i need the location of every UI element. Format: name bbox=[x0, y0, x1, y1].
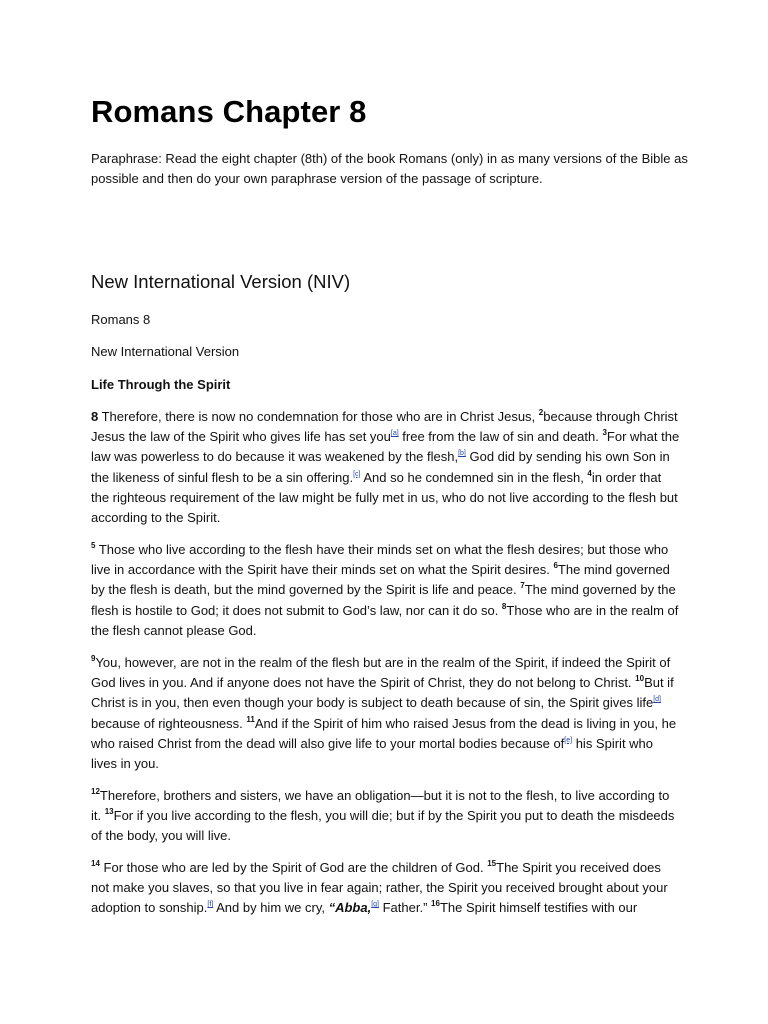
verse-text: The mind governed by the flesh is hostile to God; it does not submit to God’s law, nor can it do so. bbox=[91, 582, 676, 618]
footnote-link[interactable]: [b] bbox=[458, 450, 466, 458]
verse-text: God did by sending his own Son in the likeness of sinful flesh to be a sin offering. bbox=[91, 449, 670, 485]
verse-number: 8 bbox=[501, 601, 507, 611]
verse-text: For if you live according to the flesh, you will die; but if by the Spirit you put to death the misdeeds of the body, you will live. bbox=[91, 808, 675, 844]
verse-text: his Spirit who lives in you. bbox=[91, 735, 654, 772]
page-title: Romans Chapter 8 bbox=[91, 94, 367, 129]
verse-text: The mind governed by the flesh is death, but the mind governed by the Spirit is life and peace. bbox=[91, 562, 670, 598]
verse-text: The Spirit himself testifies with our bbox=[439, 900, 638, 916]
abba-word: “Abba, bbox=[328, 900, 372, 916]
verse-text: Therefore, brothers and sisters, we have an obligation—but it is not to the flesh, to live according to it. bbox=[91, 788, 670, 824]
intro-paragraph: Paraphrase: Read the eight chapter (8th) of the book Romans (only) in as many versions of the Bible as possible and then do your own paraphrase version of the passage of scripture. bbox=[91, 151, 688, 186]
verse-text: And so he condemned sin in the flesh, bbox=[360, 469, 588, 485]
paragraph-verses-14-16 bbox=[91, 858, 681, 919]
verse-number: 10 bbox=[635, 674, 645, 684]
verse-number: 5 bbox=[91, 541, 96, 550]
footnote-link[interactable]: [c] bbox=[353, 470, 361, 478]
chapter-number: 8 bbox=[91, 409, 99, 424]
verse-text: The Spirit you received does not make you slaves, so that you live in fear again; rather, the Spirit you received brought about your adoption to sonship. bbox=[91, 860, 668, 916]
verse-number: 15 bbox=[487, 859, 497, 868]
verse-text: But if Christ is in you, then even though your body is subject to death because of sin, the Spirit gives life bbox=[91, 675, 674, 711]
section-heading: Life Through the Spirit bbox=[91, 377, 231, 392]
verse-number: 16 bbox=[431, 899, 440, 909]
verse-text: in order that the righteous requirement of the law might be fully met in us, who do not live according to the flesh but according to the Spirit. bbox=[91, 469, 678, 526]
verse-text: because of righteousness. bbox=[91, 715, 247, 731]
version-name: New International Version bbox=[91, 344, 240, 359]
verse-number: 4 bbox=[587, 468, 592, 478]
footnote-link[interactable]: [d] bbox=[653, 696, 662, 704]
verse-number: 6 bbox=[553, 561, 558, 571]
verse-text: free from the law of sin and death. bbox=[398, 429, 603, 445]
section-title: New International Version (NIV) bbox=[91, 271, 351, 292]
verse-text: Those who live according to the flesh have their minds set on what the flesh desires; but those who live in accordance with the Spirit have their minds set on what the Spirit desires. bbox=[91, 542, 669, 578]
verse-number: 9 bbox=[91, 654, 96, 663]
paragraph-verses-1-4 bbox=[91, 407, 681, 528]
verse-text: You, however, are not in the realm of the flesh but are in the realm of the Spirit, if indeed the Spirit of God lives in you. And if anyone does not have the Spirit of Christ, they do not belong to Christ. bbox=[91, 655, 671, 691]
verse-text: For those who are led by the Spirit of God are the children of God. bbox=[99, 860, 488, 875]
footnote-link[interactable]: [a] bbox=[390, 430, 399, 438]
verse-text: And if the Spirit of him who raised Jesus from the dead is living in you, he who raised Christ from the dead will also give life to your mortal bodies because of bbox=[91, 715, 677, 751]
verse-number: 11 bbox=[246, 714, 255, 724]
verse-text: Those who are in the realm of the flesh cannot please God. bbox=[91, 602, 679, 638]
verse-number: 12 bbox=[91, 787, 100, 796]
verse-number: 2 bbox=[538, 408, 544, 417]
verse-text: For what the law was powerless to do because it was weakened by the flesh, bbox=[91, 429, 680, 465]
verse-text: Father.” bbox=[379, 900, 432, 916]
verse-text: And by him we cry, bbox=[213, 900, 329, 916]
verse-number: 14 bbox=[91, 859, 100, 868]
footnote-link[interactable]: [f] bbox=[207, 901, 214, 909]
verse-text: Therefore, there is now no condemnation for those who are in Christ Jesus, bbox=[98, 409, 539, 424]
verse-number: 13 bbox=[104, 807, 114, 817]
passage-reference: Romans 8 bbox=[91, 312, 151, 327]
verse-number: 3 bbox=[602, 428, 607, 438]
footnote-link[interactable]: [e] bbox=[564, 736, 573, 744]
verse-number: 7 bbox=[520, 581, 525, 591]
paragraph-verses-5-8 bbox=[91, 540, 681, 641]
paragraph-verses-9-11 bbox=[91, 653, 681, 774]
paragraph-verses-12-13 bbox=[91, 786, 681, 847]
verse-text: because through Christ Jesus the law of the Spirit who gives life has set you bbox=[91, 409, 678, 445]
footnote-link[interactable]: [g] bbox=[371, 901, 379, 909]
